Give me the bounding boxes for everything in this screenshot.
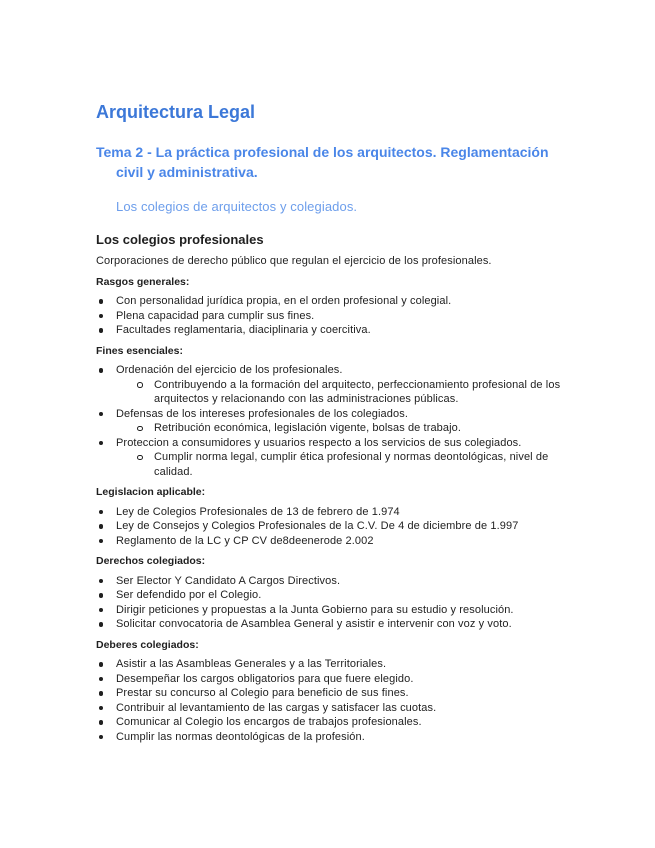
list-item bbox=[96, 309, 576, 324]
list-item bbox=[96, 363, 576, 407]
list-item bbox=[96, 294, 576, 309]
list-item-text: Ley de Consejos y Colegios Profesionales de la C.V. De 4 de diciembre de 1.997 bbox=[116, 520, 519, 532]
list-item bbox=[96, 534, 576, 549]
list-item bbox=[96, 686, 576, 701]
list-deberes-colegiados bbox=[96, 657, 576, 744]
list-item bbox=[96, 617, 576, 632]
list-item-text: Solicitar convocatoria de Asamblea General y asistir e intervenir con voz y voto. bbox=[116, 618, 512, 630]
sublist-item bbox=[116, 378, 576, 407]
bullet-icon bbox=[99, 579, 104, 584]
list-derechos-colegiados bbox=[96, 574, 576, 632]
list-item bbox=[96, 505, 576, 520]
sublist-item-text: Retribución económica, legislación vigente, bolsas de trabajo. bbox=[154, 422, 462, 434]
section-title: Los colegios profesionales bbox=[96, 232, 264, 247]
list-item-text: Proteccion a consumidores y usuarios respecto a los servicios de sus colegiados. bbox=[116, 436, 522, 449]
list-item bbox=[96, 436, 576, 480]
list-item bbox=[96, 603, 576, 618]
sub-bullet-icon bbox=[137, 455, 143, 461]
list-item-text: Desempeñar los cargos obligatorios para que fuere elegido. bbox=[116, 672, 414, 685]
list-item-text: Ser Elector Y Candidato A Cargos Directivos. bbox=[116, 574, 341, 587]
bullet-icon bbox=[99, 622, 104, 627]
topic-heading: Tema 2 - La práctica profesional de los arquitectos. Reglamentación civil y administrativa. bbox=[96, 144, 549, 180]
list-item-text: Dirigir peticiones y propuestas a la Junta Gobierno para su estudio y resolución. bbox=[116, 603, 514, 616]
bullet-icon bbox=[99, 510, 104, 515]
bullet-icon bbox=[99, 412, 104, 417]
group-label-legislacion-aplicable: Legislacion aplicable: bbox=[96, 486, 206, 498]
list-item-text: Reglamento de la LC y CP CV de8deenerode 2.002 bbox=[116, 534, 374, 547]
list-item-text: Con personalidad jurídica propia, en el orden profesional y colegial. bbox=[116, 295, 452, 307]
bullet-icon bbox=[99, 662, 104, 667]
bullet-icon bbox=[99, 677, 104, 682]
list-item-text: Comunicar al Colegio los encargos de trabajos profesionales. bbox=[116, 716, 422, 728]
list-item-text: Ordenación del ejercicio de los profesionales. bbox=[116, 364, 343, 376]
bullet-icon bbox=[99, 368, 104, 373]
bullet-icon bbox=[99, 608, 104, 613]
sublist-item bbox=[116, 421, 576, 436]
sub-bullet-icon bbox=[137, 426, 143, 432]
bullet-icon bbox=[99, 593, 104, 598]
list-legislacion-aplicable bbox=[96, 505, 576, 549]
bullet-icon bbox=[99, 691, 104, 696]
group-label-deberes-colegiados: Deberes colegiados: bbox=[96, 638, 199, 651]
bullet-icon bbox=[99, 524, 104, 529]
document-content bbox=[96, 100, 576, 744]
list-item bbox=[96, 715, 576, 730]
group-label-fines-esenciales: Fines esenciales: bbox=[96, 344, 183, 357]
group-label-rasgos-generales: Rasgos generales: bbox=[96, 275, 190, 288]
list-fines-esenciales bbox=[96, 363, 576, 479]
sublist bbox=[116, 378, 576, 407]
list-item-text: Contribuir al levantamiento de las cargas y satisfacer las cuotas. bbox=[116, 701, 437, 714]
bullet-icon bbox=[99, 328, 104, 333]
list-rasgos-generales bbox=[96, 294, 576, 338]
list-item bbox=[96, 701, 576, 716]
sublist bbox=[116, 421, 576, 436]
bullet-icon bbox=[99, 299, 104, 304]
sub-bullet-icon bbox=[137, 382, 143, 388]
list-item bbox=[96, 519, 576, 534]
list-item bbox=[96, 730, 576, 745]
bullet-icon bbox=[99, 720, 104, 725]
bullet-icon bbox=[99, 314, 104, 319]
list-item bbox=[96, 588, 576, 603]
document-title: Arquitectura Legal bbox=[96, 102, 256, 122]
list-item-text: Ley de Colegios Profesionales de 13 de febrero de 1.974 bbox=[116, 505, 400, 518]
topic-subtitle: Los colegios de arquitectos y colegiados. bbox=[116, 199, 358, 214]
list-item bbox=[96, 407, 576, 436]
group-label-derechos-colegiados: Derechos colegiados: bbox=[96, 555, 206, 567]
list-item-text: Ser defendido por el Colegio. bbox=[116, 589, 262, 601]
list-item-text: Facultades reglamentaria, diaciplinaria y coercitiva. bbox=[116, 324, 371, 336]
list-item bbox=[96, 657, 576, 672]
list-item-text: Asistir a las Asambleas Generales y a las Territoriales. bbox=[116, 658, 387, 670]
bullet-icon bbox=[99, 706, 104, 711]
sublist-item-text: Contribuyendo a la formación del arquitecto, perfeccionamiento profesional de los arquitectos y relacionando con las administraciones públicas. bbox=[154, 378, 561, 405]
bullet-icon bbox=[99, 539, 104, 544]
list-item-text: Defensas de los intereses profesionales de los colegiados. bbox=[116, 407, 408, 420]
list-item-text: Prestar su concurso al Colegio para beneficio de sus fines. bbox=[116, 687, 409, 699]
bullet-icon bbox=[99, 735, 104, 740]
list-item bbox=[96, 672, 576, 687]
sublist-item bbox=[116, 450, 576, 479]
list-item bbox=[96, 323, 576, 338]
list-item bbox=[96, 574, 576, 589]
list-item-text: Cumplir las normas deontológicas de la profesión. bbox=[116, 730, 365, 743]
bullet-icon bbox=[99, 441, 104, 446]
sublist-item-text: Cumplir norma legal, cumplir ética profesional y normas deontológicas, nivel de calidad. bbox=[154, 451, 549, 478]
sublist bbox=[116, 450, 576, 479]
list-item-text: Plena capacidad para cumplir sus fines. bbox=[116, 309, 315, 322]
section-intro: Corporaciones de derecho público que regulan el ejercicio de los profesionales. bbox=[96, 255, 492, 267]
